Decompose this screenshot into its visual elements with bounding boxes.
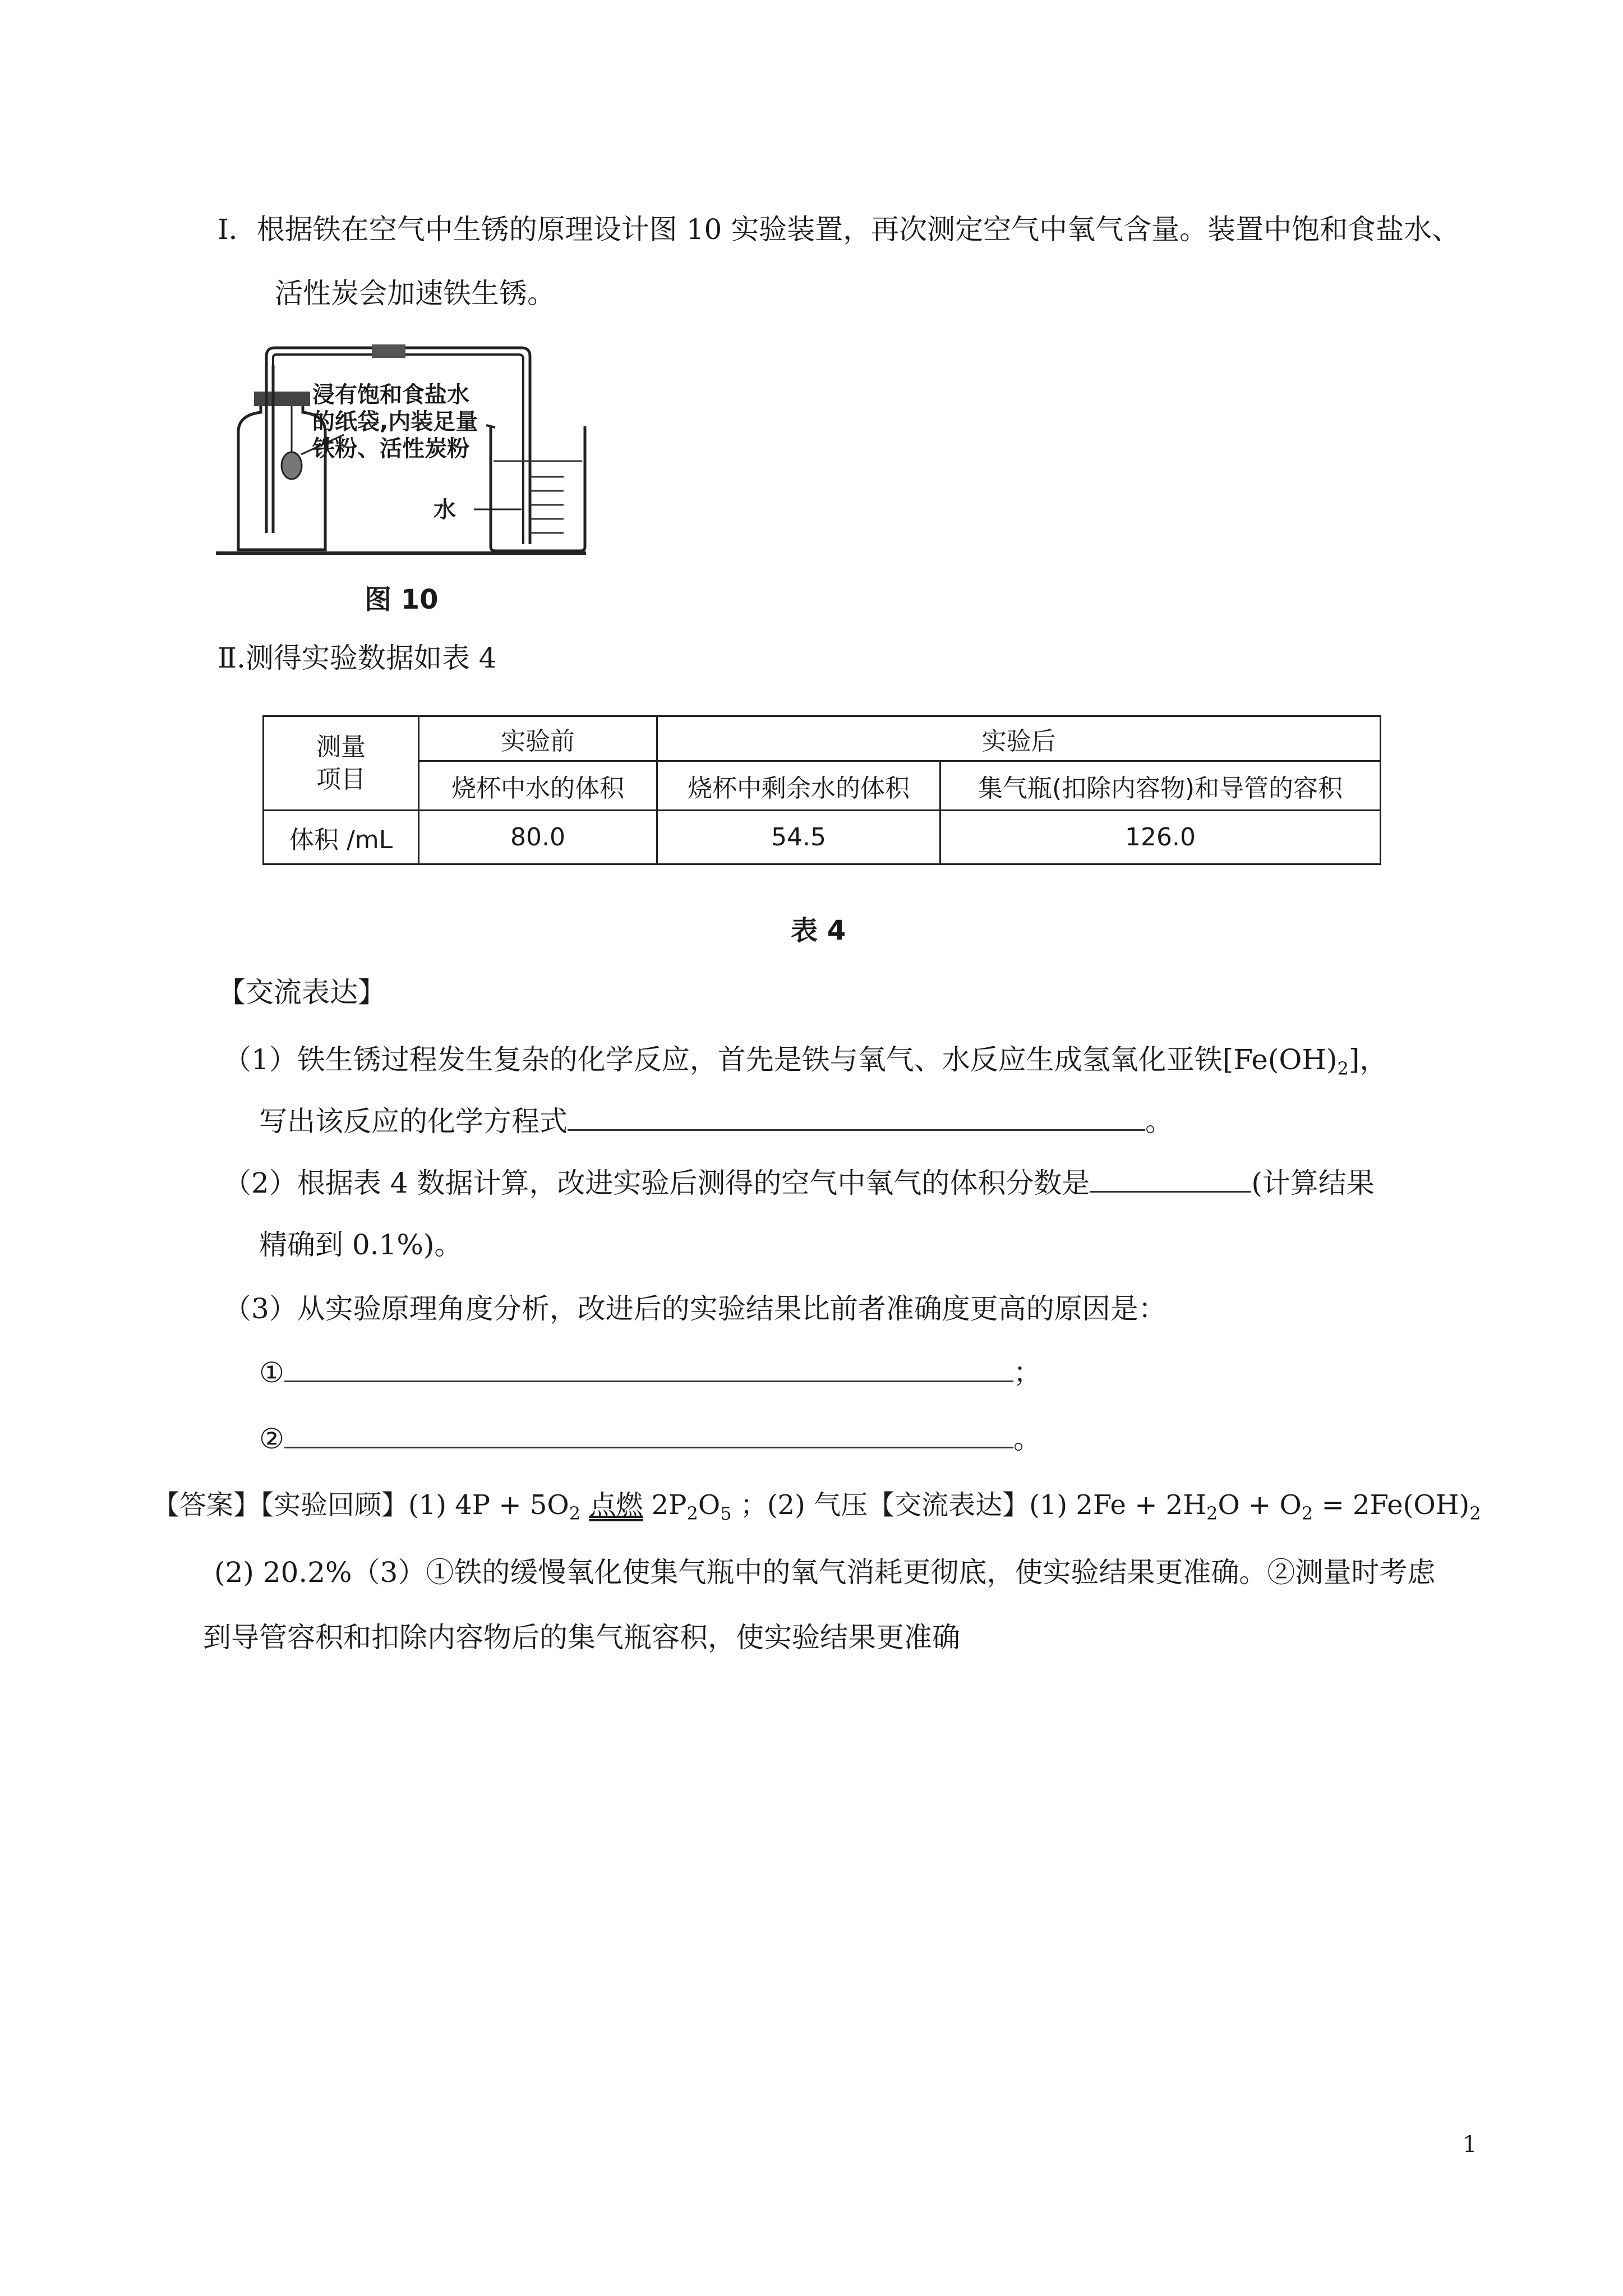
q2-answer-blank[interactable]	[1090, 1168, 1251, 1193]
section-2-title: Ⅱ.测得实验数据如表 4	[218, 642, 497, 674]
answer-equation-end: = 2Fe(OH)	[1313, 1489, 1470, 1521]
page-number: 1	[1463, 2132, 1477, 2157]
q2-text: （2）根据表 4 数据计算，改进实验后测得的空气中氧气的体积分数是	[223, 1167, 1090, 1199]
intro-line-2: 活性炭会加速铁生锈。	[275, 277, 555, 310]
reaction-condition: 点燃	[589, 1489, 643, 1521]
value-bottle-volume: 126.0	[940, 811, 1381, 864]
bag-label-line-3: 铁粉、活性炭粉	[312, 436, 469, 462]
intro-line-1: Ⅰ．根据铁在空气中生锈的原理设计图 10 实验装置，再次测定空气中氧气含量。装置中饱和食盐水、	[218, 213, 1460, 246]
q1-text: （1）铁生锈过程发生复杂的化学反应，首先是铁与氧气、水反应生成氢氧化亚铁[Fe(OH)	[223, 1043, 1338, 1076]
after-header: 实验后	[657, 716, 1381, 761]
table-caption: 表 4	[791, 915, 846, 946]
answer-p2o5-o: O	[698, 1489, 721, 1521]
answer-h2o-o: O + O	[1218, 1489, 1302, 1521]
answer-line-1	[153, 1487, 1481, 1524]
q1-subscript: 2	[1337, 1058, 1349, 1079]
data-table	[262, 715, 1381, 865]
answer-o2-subscript: 2	[569, 1503, 581, 1524]
q3-item-2-end: 。	[1013, 1423, 1041, 1455]
q3-item-2-marker: ②	[259, 1423, 284, 1455]
q1-text-end: ]，	[1348, 1043, 1388, 1076]
col-header-remaining-water: 烧杯中剩余水的体积	[657, 761, 940, 811]
answer-prefix: 【答案】【实验回顾】(1) 4P + 5O	[153, 1489, 569, 1521]
value-water-volume: 80.0	[419, 811, 657, 864]
question-1-line-2	[259, 1103, 1173, 1140]
answer-middle: ；(2) 气压【交流表达】(1) 2Fe + 2H	[740, 1489, 1207, 1521]
col-header-water-volume: 烧杯中水的体积	[419, 761, 657, 811]
answer-line-3: 到导管容积和扣除内容物后的集气瓶容积，使实验结果更准确	[203, 1621, 960, 1654]
before-header: 实验前	[419, 716, 657, 761]
question-3-item-1	[259, 1354, 1041, 1391]
exchange-heading: 【交流表达】	[218, 976, 386, 1009]
question-2-line-2: 精确到 0.1%)。	[259, 1228, 463, 1261]
q2-text-end: (计算结果	[1251, 1167, 1375, 1199]
q1-prompt: 写出该反应的化学方程式	[259, 1105, 568, 1138]
answer-line-2: (2) 20.2%（3）①铁的缓慢氧化使集气瓶中的氧气消耗更彻底，使实验结果更准确。②测量时考虑	[214, 1556, 1436, 1589]
question-3-item-2	[259, 1420, 1041, 1457]
col-header-bottle-volume: 集气瓶(扣除内容物)和导管的容积	[940, 761, 1381, 811]
q3-item-1-end: ；	[1013, 1356, 1041, 1389]
value-remaining-water: 54.5	[657, 811, 940, 864]
question-3-line-1: （3）从实验原理角度分析，改进后的实验结果比前者准确度更高的原因是：	[223, 1292, 1166, 1325]
answer-h2o-subscript: 2	[1206, 1503, 1218, 1524]
answer-p2o5: 2P	[651, 1489, 687, 1521]
answer-feoh-subscript: 2	[1469, 1503, 1481, 1524]
water-label: 水	[434, 497, 456, 523]
answer-p2o5-sub-2: 5	[720, 1503, 732, 1524]
q1-answer-blank[interactable]	[568, 1107, 1145, 1131]
row-header-cell: 测量 项目	[264, 716, 419, 811]
q3-item-2-blank[interactable]	[284, 1424, 1013, 1448]
question-1-line-1	[223, 1041, 1387, 1078]
apparatus-figure	[216, 342, 620, 567]
question-2-line-1	[223, 1165, 1375, 1202]
q3-item-1-blank[interactable]	[284, 1358, 1013, 1382]
bag-label-line-2: 的纸袋,内装足量	[312, 409, 478, 435]
row-label-volume: 体积 /mL	[264, 811, 419, 864]
bag-label-line-1: 浸有饱和食盐水	[312, 382, 469, 408]
q3-item-1-marker: ①	[259, 1356, 284, 1389]
q1-end: 。	[1145, 1105, 1173, 1138]
answer-p2o5-sub-1: 2	[686, 1503, 698, 1524]
answer-o2-subscript-2: 2	[1301, 1503, 1313, 1524]
figure-caption: 图 10	[365, 584, 439, 615]
